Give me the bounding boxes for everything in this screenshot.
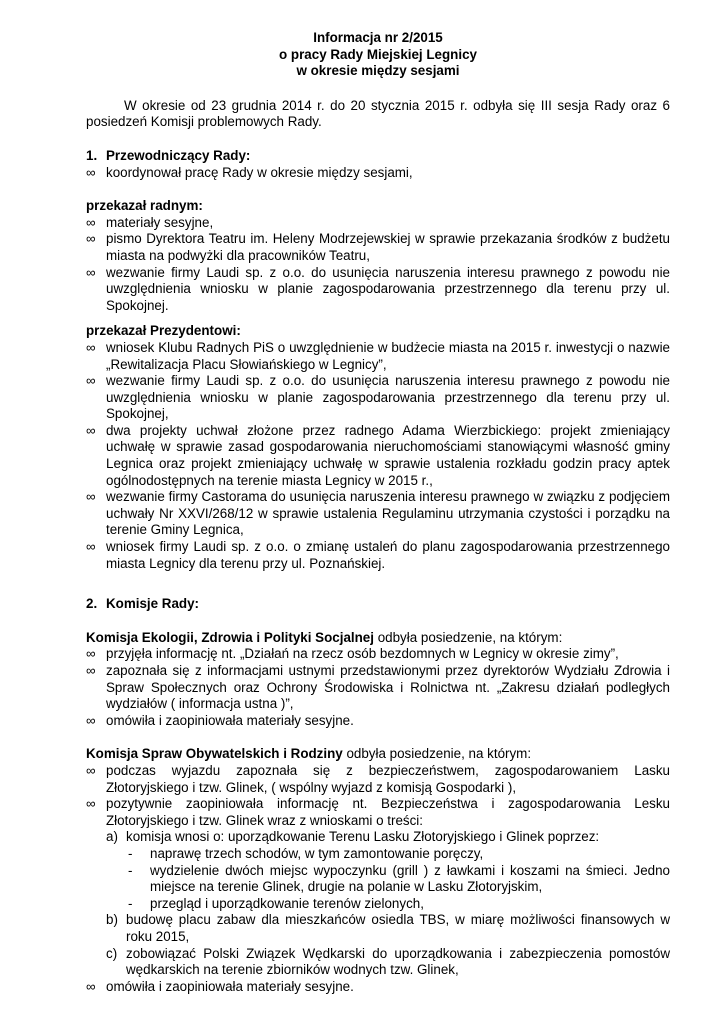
infinity-bullet-icon: ∞ — [86, 539, 96, 555]
infinity-bullet-icon: ∞ — [86, 978, 96, 994]
dash-list — [126, 846, 670, 912]
list-item: ∞ pismo Dyrektora Teatru im. Heleny Modrzejewskiej w sprawie przekazania środków z budżetu miasta na podwyżki dla pracowników Teatru, — [86, 231, 670, 263]
list-item: ∞ przyjęła informację nt. „Działań na rzecz osób bezdomnych w Legnicy w okresie zimy”, — [86, 646, 619, 662]
list-item: - naprawę trzech schodów, w tym zamontowanie poręczy, — [128, 845, 484, 861]
wnioski-list — [106, 829, 670, 978]
infinity-bullet-icon: ∞ — [86, 663, 96, 678]
list-item: ∞ wezwanie firmy Laudi sp. z o.o. do usunięcia naruszenia interesu prawnego z powodu nie uwzględnienia wniosku w planie zagospodarowania przestrzennego dla terenu przy ul. Spokojnej, — [86, 373, 670, 422]
list-item: ∞ wezwanie firmy Laudi sp. z o.o. do usunięcia naruszenia interesu prawnego z powodu nie uwzględnienia wniosku w planie zagospodarowania przestrzennego dla terenu przy ul. Spokojnej. — [86, 264, 670, 313]
section-2-number: 2. — [86, 596, 98, 612]
infinity-bullet-icon: ∞ — [86, 489, 96, 505]
section-1-heading — [86, 148, 670, 165]
list-item: b) budowę placu zabaw dla mieszkańców osiedla TBS, w miarę możliwości finansowych w roku 2015, — [106, 912, 670, 944]
list-item: ∞ omówiła i zaopiniowała materiały sesyjne. — [86, 712, 354, 728]
prezydent-heading: przekazał Prezydentowi: — [86, 323, 241, 339]
list-item: ∞ wniosek Klubu Radnych PiS o uwzględnienie w budżecie miasta na 2015 r. inwestycji o nazwie „Rewitalizacja Placu Słowiańskiego w Legnicy”, — [86, 339, 670, 372]
komisja-ekologii-name: Komisja Ekologii, Zdrowia i Polityki Socjalnej — [86, 629, 374, 645]
list-item: - przegląd i uporządkowanie terenów zielonych, — [128, 895, 424, 911]
section-1-list — [86, 165, 670, 182]
komisja-ekologii-list — [86, 646, 670, 729]
list-item: ∞ wniosek firmy Laudi sp. z o.o. o zmianę ustaleń do planu zagospodarowania przestrzennego miasta Legnicy dla terenu przy ul. Poznańskiej. — [86, 539, 670, 571]
list-item: ∞ omówiła i zaopiniowała materiały sesyjne. — [86, 978, 354, 994]
komisja-spraw-list — [86, 763, 670, 995]
document-title — [86, 30, 670, 80]
infinity-bullet-icon: ∞ — [86, 214, 96, 230]
prezydent-list — [86, 340, 670, 572]
komisja-spraw-heading: Komisja Spraw Obywatelskich i Rodziny odbyła posiedzenie, na którym: — [86, 746, 532, 762]
list-item: ∞ pozytywnie zaopiniowała informację nt. Bezpieczeństwa i zagospodarowania Lesku Złotoryjskiego i tzw. Glinek wraz z wnioskami o treści: a) komisja wnosi o: uporządkowanie Terenu Lasku Złotoryjskiego i Glinek poprzez: - naprawę trzech schodów, w tym zamontowanie poręczy, - wydzielenie dwóch miejsc wypoczynku (grill ) z ławkami i koszami na śmieci. Jedno miejsce na terenie Glinek, drugie na polanie w Lasku Złotoryjskim, - przegląd i uporządkowanie terenów zielonych, b) budowę placu zabaw dla mieszkańców osiedla TBS, w miarę możliwości finansowych w roku 2015, c) zobowiązać Polski Związek Wędkarski do uporządkowania i zabezpieczenia pomostów wędkarskich na terenie zbiorników wodnych tzw. Glinek, — [86, 796, 670, 978]
list-item: ∞ wezwanie firmy Castorama do usunięcia naruszenia interesu prawnego w związku z podjęciem uchwały Nr XXVI/268/12 w sprawie ustalenia Regulaminu utrzymania czystości i porządku na terenie Gminy Legnica, — [86, 489, 670, 538]
radnym-heading: przekazał radnym: — [86, 198, 203, 214]
section-1-number: 1. — [86, 147, 98, 163]
section-1-title: Przewodniczący Rady: — [106, 147, 251, 163]
infinity-bullet-icon: ∞ — [86, 796, 96, 812]
document-page — [86, 30, 670, 995]
list-item: a) komisja wnosi o: uporządkowanie Terenu Lasku Złotoryjskiego i Glinek poprzez: - naprawę trzech schodów, w tym zamontowanie poręczy, - wydzielenie dwóch miejsc wypoczynku (grill ) z ławkami i koszami na śmieci. Jedno miejsce na terenie Glinek, drugie na polanie w Lasku Złotoryjskim, - przegląd i uporządkowanie terenów zielonych, — [106, 829, 670, 911]
radnym-list — [86, 215, 670, 315]
infinity-bullet-icon: ∞ — [86, 422, 96, 438]
infinity-bullet-icon: ∞ — [86, 646, 96, 662]
section-2-title: Komisje Rady: — [106, 596, 200, 612]
infinity-bullet-icon: ∞ — [86, 164, 96, 180]
intro-paragraph: W okresie od 23 grudnia 2014 r. do 20 stycznia 2015 r. odbyła się III sesja Rady oraz 6 posiedzeń Komisji problemowych Rady. — [86, 97, 670, 130]
title-line-3: w okresie między sesjami — [296, 63, 460, 79]
infinity-bullet-icon: ∞ — [86, 373, 96, 389]
komisja-ekologii-heading: Komisja Ekologii, Zdrowia i Polityki Socjalnej odbyła posiedzenie, na którym: — [86, 629, 563, 645]
infinity-bullet-icon: ∞ — [86, 264, 96, 280]
list-item: ∞ zapoznała się z informacjami ustnymi przedstawionymi przez dyrektorów Wydziału Zdrowia i Spraw Społecznych oraz Ochrony Środowiska i Rolnictwa nt. „Zakresu działań podległych wydziałów ( informacja ustna )”, — [86, 663, 670, 712]
title-line-2: o pracy Rady Miejskiej Legnicy — [279, 46, 477, 62]
list-item: - wydzielenie dwóch miejsc wypoczynku (grill ) z ławkami i koszami na śmieci. Jedno miejsce na terenie Glinek, drugie na polanie w Lasku Złotoryjskim, — [128, 862, 670, 895]
list-item: ∞ dwa projekty uchwał złożone przez radnego Adama Wierzbickiego: projekt zmieniający uchwałę w sprawie zasad gospodarowania nieruchomościami stanowiącymi własność gminy Legnica oraz projekt zmieniający uchwałę w sprawie ustalenia rozkładu godzin pracy aptek ogólnodostępnych na terenie miasta Legnicy w 2015 r., — [86, 422, 670, 488]
title-line-1: Informacja nr 2/2015 — [313, 30, 443, 45]
list-item: ∞ podczas wyjazdu zapoznała się z bezpieczeństwem, zagospodarowaniem Lasku Złotoryjskiego i tzw. Glinek, ( wspólny wyjazd z komisją Gospodarki ), — [86, 762, 670, 795]
list-item: ∞ koordynował pracę Rady w okresie między sesjami, — [86, 164, 413, 180]
infinity-bullet-icon: ∞ — [86, 762, 96, 778]
komisja-spraw-name: Komisja Spraw Obywatelskich i Rodziny — [86, 746, 343, 762]
list-item: c) zobowiązać Polski Związek Wędkarski do uporządkowania i zabezpieczenia pomostów wędkarskich na terenie zbiorników wodnych tzw. Glinek, — [106, 945, 670, 978]
section-2-heading — [86, 596, 670, 613]
infinity-bullet-icon: ∞ — [86, 712, 96, 728]
infinity-bullet-icon: ∞ — [86, 231, 96, 247]
infinity-bullet-icon: ∞ — [86, 339, 96, 355]
list-item: ∞ materiały sesyjne, — [86, 214, 214, 230]
